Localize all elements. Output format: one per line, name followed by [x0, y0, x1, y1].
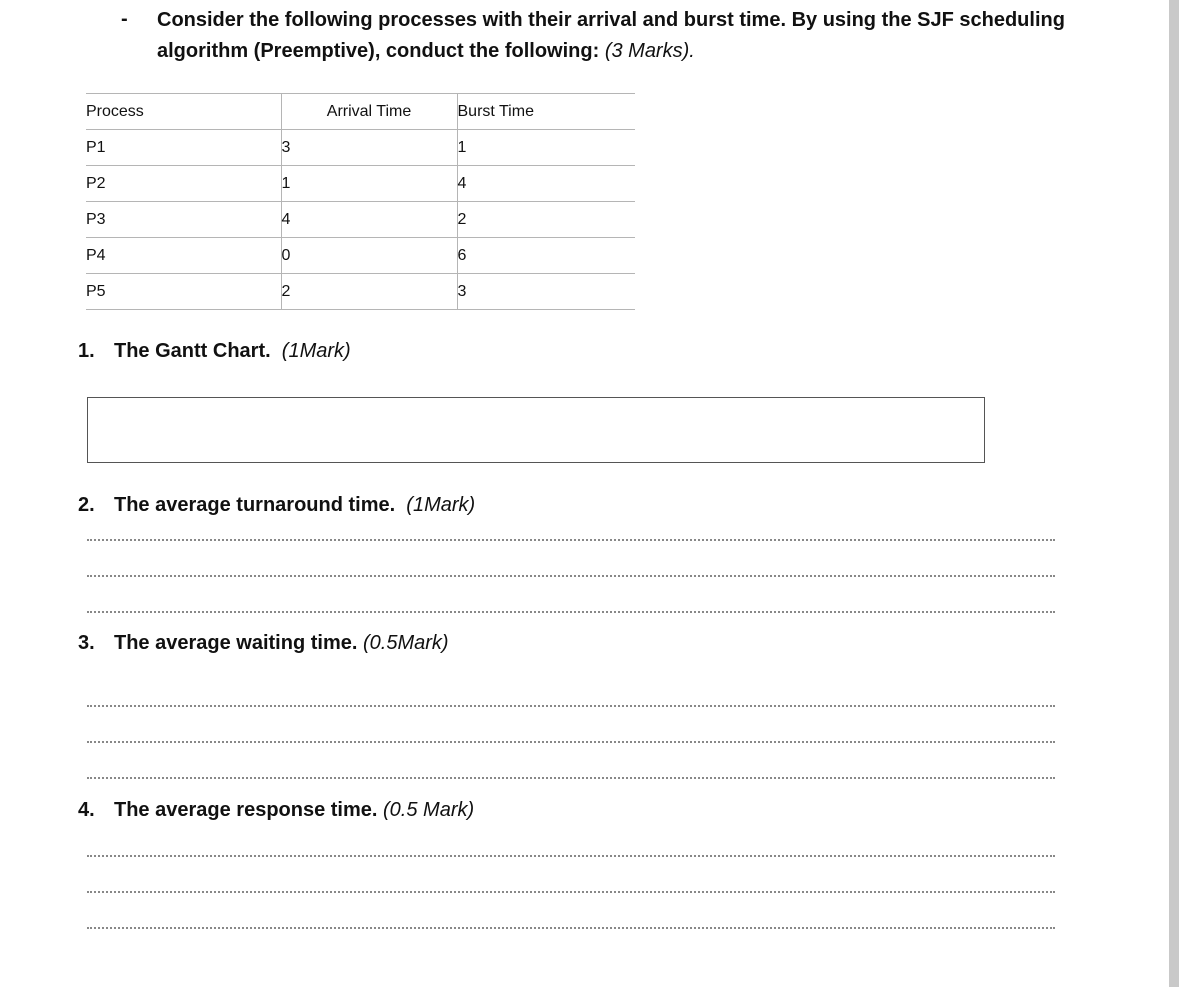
question-number: 1.	[78, 340, 95, 362]
question-number: 3.	[78, 632, 95, 654]
cell-burst-time: 3	[457, 274, 635, 310]
intro-paragraph	[157, 5, 1117, 67]
cell-burst-time: 6	[457, 238, 635, 274]
cell-burst-time: 1	[457, 130, 635, 166]
cell-arrival-time: 3	[281, 130, 457, 166]
process-table	[86, 93, 635, 310]
table-header-row	[86, 94, 635, 130]
answer-line[interactable]	[87, 539, 1055, 541]
cell-process: P4	[86, 238, 281, 274]
cell-process: P5	[86, 274, 281, 310]
cell-arrival-time: 2	[281, 274, 457, 310]
question-gantt-chart	[78, 340, 351, 363]
bullet-dash: -	[121, 8, 128, 30]
answer-line[interactable]	[87, 741, 1055, 743]
answer-line[interactable]	[87, 927, 1055, 929]
cell-burst-time: 2	[457, 202, 635, 238]
table-row	[86, 166, 635, 202]
cell-arrival-time: 1	[281, 166, 457, 202]
gantt-chart-answer-box[interactable]	[87, 397, 985, 463]
question-number: 4.	[78, 799, 95, 821]
question-text: The average turnaround time.	[114, 494, 396, 516]
table-row	[86, 274, 635, 310]
question-average-response-time	[78, 799, 474, 822]
cell-process: P2	[86, 166, 281, 202]
answer-line[interactable]	[87, 705, 1055, 707]
cell-burst-time: 4	[457, 166, 635, 202]
answer-line[interactable]	[87, 611, 1055, 613]
question-marks: (0.5Mark)	[362, 632, 449, 654]
header-arrival-time: Arrival Time	[281, 94, 457, 130]
intro-marks: (3 Marks).	[604, 40, 695, 62]
table-row	[86, 238, 635, 274]
question-marks: (1Mark)	[406, 494, 476, 516]
table-row	[86, 130, 635, 166]
cell-arrival-time: 4	[281, 202, 457, 238]
question-text: The average response time.	[114, 799, 378, 821]
question-average-turnaround-time	[78, 494, 475, 517]
question-average-waiting-time	[78, 632, 449, 655]
answer-line[interactable]	[87, 777, 1055, 779]
answer-line[interactable]	[87, 855, 1055, 857]
question-text: The average waiting time.	[114, 632, 358, 654]
header-process: Process	[86, 94, 281, 130]
header-burst-time: Burst Time	[457, 94, 635, 130]
question-marks: (0.5 Mark)	[383, 799, 475, 821]
cell-process: P3	[86, 202, 281, 238]
table-row	[86, 202, 635, 238]
answer-line[interactable]	[87, 575, 1055, 577]
question-number: 2.	[78, 494, 95, 516]
answer-line[interactable]	[87, 891, 1055, 893]
intro-text: Consider the following processes with their arrival and burst time. By using the SJF scheduling algorithm (Preemptive), conduct the following:	[157, 9, 1065, 62]
cell-process: P1	[86, 130, 281, 166]
cell-arrival-time: 0	[281, 238, 457, 274]
question-marks: (1Mark)	[281, 340, 351, 362]
question-text: The Gantt Chart.	[114, 340, 271, 362]
